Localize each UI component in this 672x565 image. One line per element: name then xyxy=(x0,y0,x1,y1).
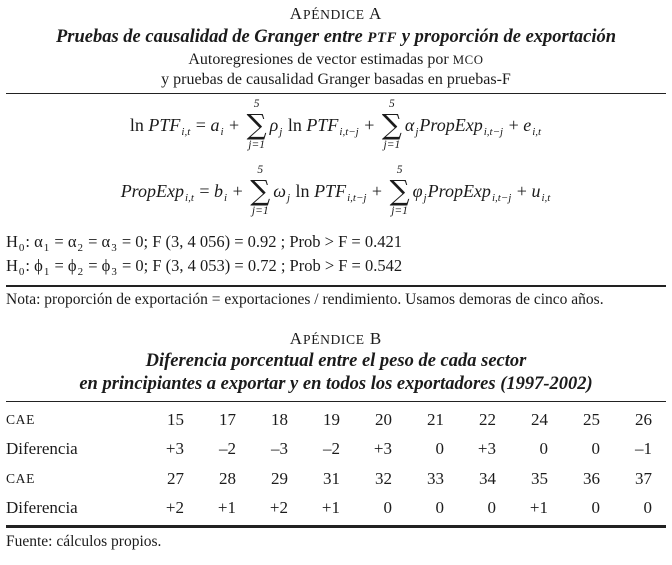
text-segment: i,t xyxy=(185,192,194,205)
text-segment: A xyxy=(289,329,304,348)
text-segment: φ xyxy=(412,181,423,202)
table-cell: 0 xyxy=(591,439,600,458)
text-segment: PTF xyxy=(306,115,339,136)
appendix-a-title xyxy=(6,25,666,50)
appendix-a-subtitle-2: y pruebas de causalidad Granger basadas en pruebas-F xyxy=(161,71,511,88)
text-segment: + xyxy=(367,181,387,202)
note-line: Nota: proporción de exportación = exportaciones / rendimiento. Usamos demoras de cinco años. xyxy=(6,291,604,308)
summation-sigma-symbol xyxy=(250,164,270,218)
text-segment: i xyxy=(224,192,228,205)
table-cell: 22 xyxy=(479,409,496,429)
text-segment: α xyxy=(404,115,415,136)
table-cell: 0 xyxy=(435,498,444,517)
sum-limit: 5 xyxy=(389,98,395,110)
table-cell: 25 xyxy=(583,409,600,429)
text-segment: PropExp xyxy=(427,181,491,202)
table-cell: –3 xyxy=(271,439,288,458)
sum-limit: j=1 xyxy=(251,205,269,217)
table-cell: 34 xyxy=(479,468,496,488)
table-cell: +1 xyxy=(321,498,340,517)
table-cell: –2 xyxy=(323,439,340,458)
table-cell: 20 xyxy=(375,409,392,429)
text-segment: 2 xyxy=(77,242,83,254)
table-row xyxy=(6,493,666,522)
text-segment: ln xyxy=(129,115,149,136)
table-row xyxy=(6,434,666,463)
sum-limit: j=1 xyxy=(391,205,408,217)
text-segment: Autoregresiones de vector estimadas por xyxy=(188,51,453,68)
table-cell: 35 xyxy=(531,468,548,488)
table-row xyxy=(6,463,666,493)
horizontal-rule-table-bottom xyxy=(6,525,666,528)
appendix-b-section xyxy=(6,328,666,552)
text-segment: j xyxy=(415,126,419,139)
sigma-glyph: ∑ xyxy=(381,108,402,141)
text-segment: A xyxy=(289,4,304,23)
text-segment: j xyxy=(286,192,291,205)
text-segment: : ϕ xyxy=(25,256,43,275)
text-segment: B xyxy=(364,329,383,348)
sum-limit: 5 xyxy=(396,164,403,176)
equation-propexp xyxy=(6,160,666,226)
text-segment: ln xyxy=(283,115,307,136)
text-segment: 2 xyxy=(77,266,84,278)
text-segment: + xyxy=(504,115,524,136)
text-segment: PÉNDICE xyxy=(303,332,365,347)
table-cell: –1 xyxy=(635,439,652,458)
row-label xyxy=(6,463,146,493)
table-cell: 27 xyxy=(167,468,184,488)
table-cell: 0 xyxy=(643,498,652,517)
text-segment: e xyxy=(523,115,532,136)
table-cell: 0 xyxy=(487,498,496,517)
table-cell: 24 xyxy=(531,409,548,429)
appendix-b-title-line-1: Diferencia porcentual entre el peso de cada sector xyxy=(145,351,527,371)
text-segment: CAE xyxy=(6,471,35,486)
text-segment: PTF xyxy=(367,30,398,46)
sum-limit: 5 xyxy=(257,164,264,176)
table-cell: 21 xyxy=(427,409,444,429)
text-segment: PÉNDICE xyxy=(303,7,365,22)
table-cell: +1 xyxy=(529,498,548,517)
text-segment: A xyxy=(364,4,383,23)
horizontal-rule-table-top xyxy=(6,401,666,402)
hypothesis-line-2 xyxy=(6,255,666,279)
table-cell: 28 xyxy=(219,468,236,488)
text-segment: ρ xyxy=(269,115,279,136)
appendix-a-heading xyxy=(6,3,666,25)
text-segment: + xyxy=(224,115,244,136)
sigma-glyph: ∑ xyxy=(389,174,410,207)
table-cell: 17 xyxy=(219,409,236,429)
text-segment: MCO xyxy=(452,53,484,67)
summation-sigma-symbol xyxy=(247,98,267,152)
text-segment: = α xyxy=(50,232,77,251)
text-segment: 1 xyxy=(43,266,50,278)
text-segment: + xyxy=(228,181,248,202)
table-cell: +2 xyxy=(165,498,184,517)
text-segment: 0 xyxy=(18,242,25,254)
text-segment: i,t xyxy=(541,192,551,205)
text-segment: 3 xyxy=(111,242,117,254)
text-segment: PTF xyxy=(314,181,347,202)
text-segment: i,t−j xyxy=(339,126,359,139)
row-label: Diferencia xyxy=(6,498,78,517)
text-segment: ln xyxy=(291,181,315,202)
text-segment: i,t−j xyxy=(347,192,367,205)
table-cell: 31 xyxy=(323,468,340,488)
sum-limit: 5 xyxy=(253,98,260,110)
text-segment: + xyxy=(512,181,532,202)
row-label xyxy=(6,404,146,434)
text-segment: j xyxy=(279,126,283,139)
appendix-a-subtitle-1 xyxy=(6,50,666,70)
table-cell: +3 xyxy=(165,439,184,458)
summation-sigma-symbol xyxy=(382,98,402,152)
text-segment: u xyxy=(531,181,541,202)
sum-limit: j=1 xyxy=(383,139,401,151)
text-segment: = 0; F (3, 4 053) = 0.72 ; Prob > F = 0.542 xyxy=(117,256,403,275)
horizontal-rule-above-note xyxy=(6,285,666,287)
summation-sigma-symbol xyxy=(390,164,410,218)
text-segment: = α xyxy=(83,232,111,251)
sigma-glyph: ∑ xyxy=(250,174,271,207)
text-segment: ω xyxy=(273,181,286,202)
table-cell: 0 xyxy=(435,439,444,458)
appendix-a-section xyxy=(6,3,666,310)
hypothesis-line-1 xyxy=(6,231,666,255)
equation-ln-ptf xyxy=(6,94,666,160)
text-segment: a xyxy=(210,115,220,136)
text-segment: PropExp xyxy=(419,115,483,136)
text-segment: : α xyxy=(25,232,43,251)
text-segment: i,t xyxy=(181,126,191,139)
table-cell: +2 xyxy=(269,498,288,517)
table-cell: 18 xyxy=(271,409,288,429)
table-cell: +3 xyxy=(477,439,496,458)
text-segment: = 0; F (3, 4 056) = 0.92 ; Prob > F = 0.421 xyxy=(117,232,402,251)
text-segment: j xyxy=(423,192,427,205)
table-cell: 29 xyxy=(271,468,288,488)
appendix-b-heading xyxy=(6,328,666,350)
table-row xyxy=(6,404,666,434)
text-segment: = xyxy=(194,181,215,202)
text-segment: Pruebas de causalidad de Granger entre xyxy=(55,27,368,47)
table-cell: 26 xyxy=(635,409,652,429)
table-cell: 0 xyxy=(591,498,600,517)
text-segment: H xyxy=(6,232,18,251)
text-segment: i,t−j xyxy=(491,192,512,205)
text-segment: PropExp xyxy=(120,181,185,202)
table-cell: –2 xyxy=(219,439,236,458)
table-cell: 0 xyxy=(383,498,392,517)
text-segment: 3 xyxy=(111,266,117,278)
sector-difference-table xyxy=(6,404,666,522)
appendix-b-title-line-2: en principiantes a exportar y en todos los exportadores (1997-2002) xyxy=(79,374,593,394)
table-cell: 32 xyxy=(375,468,392,488)
sum-limit: j=1 xyxy=(248,139,266,151)
table-cell: 37 xyxy=(635,468,652,488)
row-label: Diferencia xyxy=(6,439,78,458)
table-cell: 15 xyxy=(167,409,184,429)
text-segment: i xyxy=(220,126,224,139)
text-segment: = xyxy=(191,115,211,136)
text-segment: CAE xyxy=(6,412,35,427)
text-segment: i,t xyxy=(532,126,542,139)
text-segment: H xyxy=(6,256,18,275)
source-line: Fuente: cálculos propios. xyxy=(6,533,162,550)
table-cell: +3 xyxy=(373,439,392,458)
table-cell: 19 xyxy=(323,409,340,429)
text-segment: i,t−j xyxy=(483,126,504,139)
text-segment: PTF xyxy=(148,115,181,136)
text-segment: y proporción de exportación xyxy=(397,27,617,47)
text-segment: 0 xyxy=(18,266,25,278)
text-segment: + xyxy=(359,115,379,136)
table-cell: 33 xyxy=(427,468,444,488)
text-segment: 1 xyxy=(43,242,50,254)
table-cell: 0 xyxy=(539,439,548,458)
sigma-glyph: ∑ xyxy=(246,108,267,141)
table-cell: +1 xyxy=(217,498,236,517)
table-cell: 36 xyxy=(583,468,600,488)
text-segment: = ϕ xyxy=(50,256,77,275)
text-segment: = ϕ xyxy=(84,256,111,275)
text-segment: b xyxy=(214,181,224,202)
sector-difference-table-body xyxy=(6,404,666,522)
